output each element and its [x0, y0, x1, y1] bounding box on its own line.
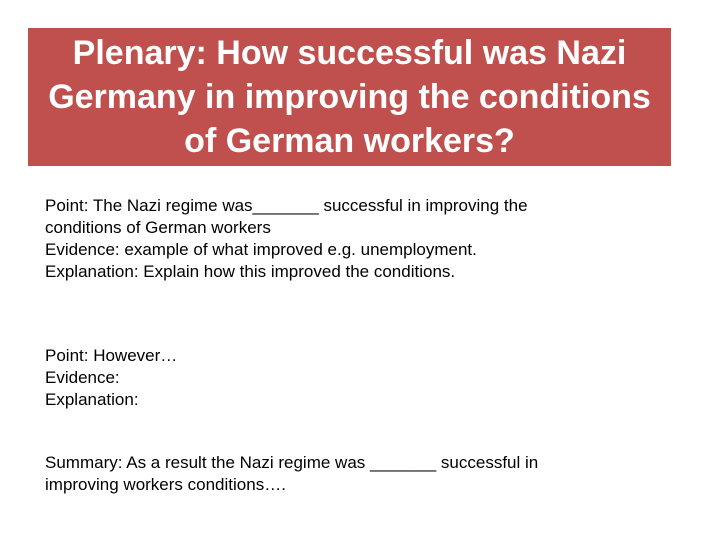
evidence-label: Evidence: [45, 368, 120, 387]
pee-section-2 [45, 345, 645, 411]
explanation-line: Explanation: Explain how this improved the conditions. [45, 262, 456, 281]
title-banner [28, 28, 671, 166]
summary-line-2: improving workers conditions…. [45, 475, 286, 494]
explanation-label: Explanation: [45, 390, 139, 409]
point-line-2: conditions of German workers [45, 218, 271, 237]
slide-title [38, 31, 661, 163]
summary-section [45, 452, 645, 496]
title-line-1: Plenary: How successful was Nazi [72, 34, 627, 72]
title-line-2: Germany in improving the conditions [48, 78, 651, 116]
pee-section-1 [45, 195, 645, 283]
summary-line-1: Summary: As a result the Nazi regime was _______ successful in [45, 453, 539, 472]
title-line-3: of German workers? [184, 122, 515, 160]
evidence-line: Evidence: example of what improved e.g. unemployment. [45, 240, 477, 259]
point-line-1: Point: The Nazi regime was_______ successful in improving the [45, 196, 528, 215]
point-however-line: Point: However… [45, 346, 178, 365]
